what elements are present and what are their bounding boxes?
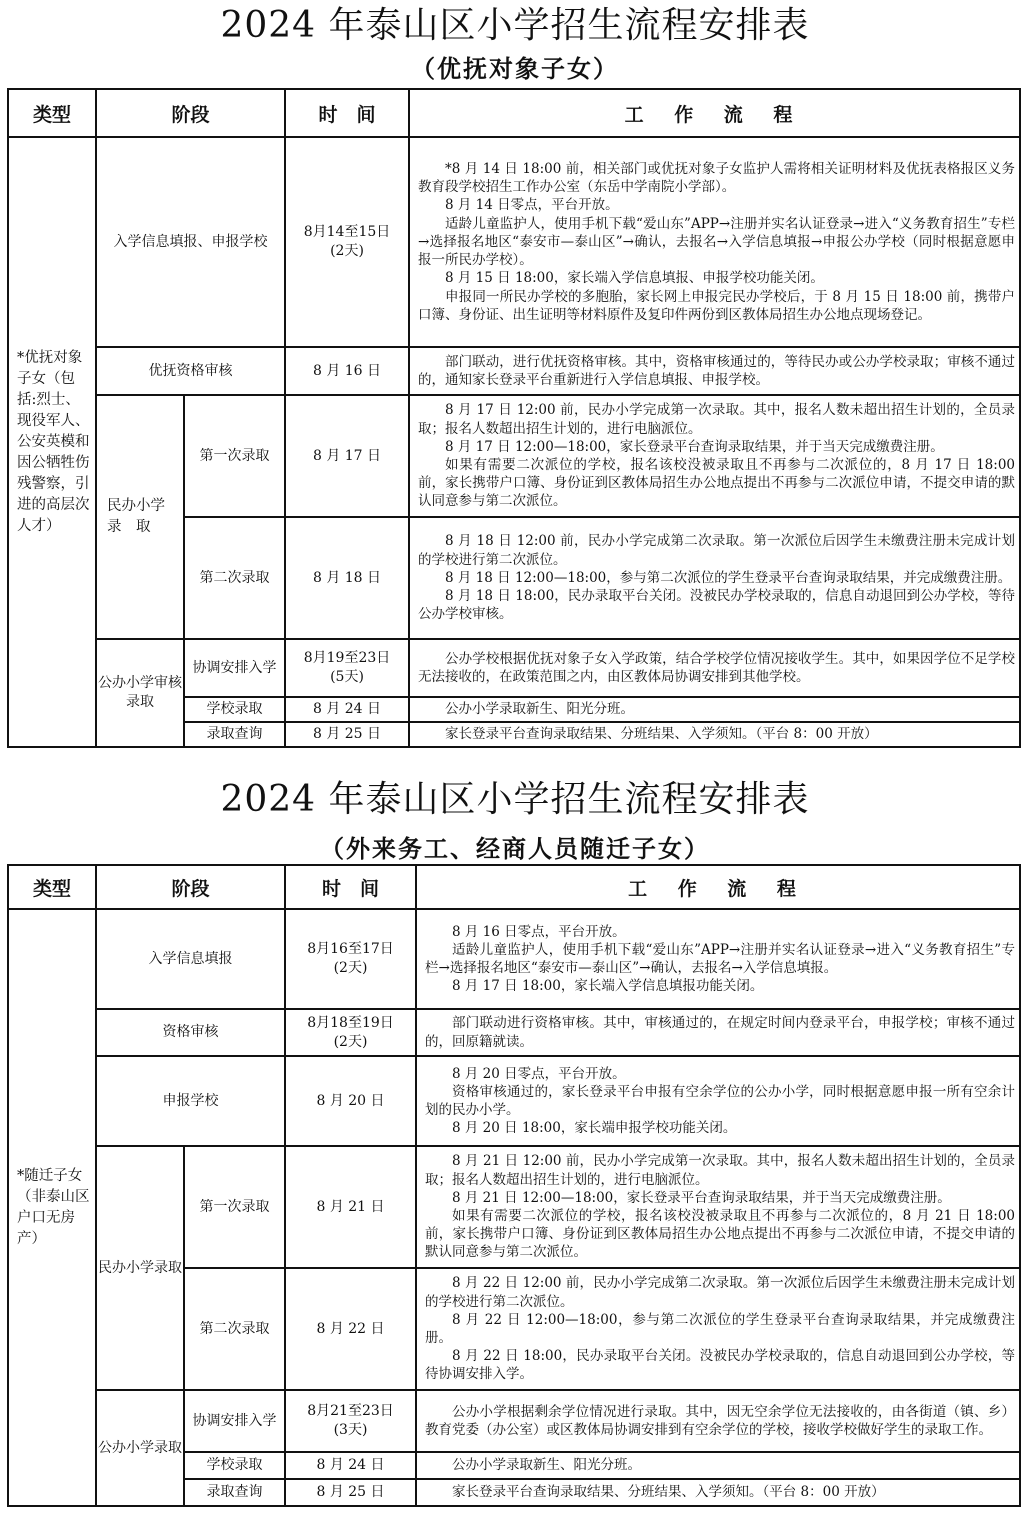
flow-cell: 公办小学录取新生、阳光分班。 — [416, 1452, 1020, 1479]
header-stage: 阶段 — [96, 865, 285, 909]
table-row — [8, 137, 1020, 347]
time-cell: 8 月 17 日 — [285, 395, 409, 517]
flow-cell: 部门联动进行资格审核。其中，审核通过的，在规定时间内登录平台，申报学校；审核不通过的，回原籍就读。 — [416, 1009, 1020, 1056]
flow-cell: 公办学校根据优抚对象子女入学政策，结合学校学位情况接收学生。其中，如果因学位不足学校无法接收的，在政策范围之内，由区教体局协调安排到其他学校。 — [409, 639, 1020, 697]
header-time: 时 间 — [285, 89, 409, 137]
stage-cell: 第二次录取 — [184, 1268, 285, 1390]
table-row — [8, 909, 1020, 1009]
stage-cell: 录取查询 — [184, 1479, 285, 1506]
table1-title: 2024 年泰山区小学招生流程安排表 — [220, 5, 810, 46]
table2-subtitle: （外来务工、经商人员随迁子女） — [320, 834, 710, 863]
stage-cell: 协调安排入学 — [184, 1390, 285, 1452]
time-cell: 8月19至23日 (5天) — [285, 639, 409, 697]
table2-title: 2024 年泰山区小学招生流程安排表 — [220, 779, 810, 820]
table-row — [8, 1390, 1020, 1452]
time-cell: 8 月 16 日 — [285, 347, 409, 395]
table1-subtitle: （优抚对象子女） — [411, 54, 619, 83]
stage-cell: 第一次录取 — [184, 395, 285, 517]
header-type: 类型 — [8, 89, 96, 137]
time-cell: 8 月 20 日 — [285, 1056, 416, 1146]
group-cell: 公办小学审核录取 — [96, 639, 184, 747]
flow-cell: 公办小学录取新生、阳光分班。 — [409, 697, 1020, 722]
table2-header-row — [8, 865, 1020, 909]
header-stage: 阶段 — [96, 89, 285, 137]
stage-cell: 录取查询 — [184, 722, 285, 747]
time-cell: 8 月 25 日 — [285, 722, 409, 747]
header-type: 类型 — [8, 865, 96, 909]
type-cell: *优抚对象子女（包括:烈士、现役军人、公安英模和因公牺牲伤残警察，引进的高层次人才） — [8, 137, 96, 747]
table-row — [8, 639, 1020, 697]
time-cell: 8 月 22 日 — [285, 1268, 416, 1390]
header-flow: 工 作 流 程 — [416, 865, 1020, 909]
time-cell: 8月16至17日 (2天) — [285, 909, 416, 1009]
stage-cell: 申报学校 — [96, 1056, 285, 1146]
stage-cell: 第一次录取 — [184, 1146, 285, 1268]
header-time: 时 间 — [285, 865, 416, 909]
type-cell: *随迁子女（非泰山区户口无房产） — [8, 909, 96, 1506]
time-cell: 8 月 25 日 — [285, 1479, 416, 1506]
flow-cell: 家长登录平台查询录取结果、分班结果、入学须知。（平台 8：00 开放） — [409, 722, 1020, 747]
table-row — [8, 395, 1020, 517]
stage-cell: 入学信息填报、申报学校 — [96, 137, 285, 347]
table1-header-row — [8, 89, 1020, 137]
flow-cell: 8 月 20 日零点，平台开放。 资格审核通过的，家长登录平台申报有空余学位的公办小学，同时根据意愿申报一所有空余计划的民办小学。 8 月 20 日 18:00，家长端申报学校功能关闭。 — [416, 1056, 1020, 1146]
time-cell: 8 月 24 日 — [285, 1452, 416, 1479]
flow-cell: 8 月 18 日 12:00 前，民办小学完成第二次录取。第一次派位后因学生未缴费注册未完成计划的学校进行第二次派位。 8 月 18 日 12:00—18:00，参与第二次派位的学生登录平台查询录取结果，并完成缴费注册。 8 月 18 日 18:00，民办录取平台关闭。没被民办学校录取的，信息自动退回到公办学校，等待公办学校审核。 — [409, 517, 1020, 639]
time-cell: 8 月 18 日 — [285, 517, 409, 639]
flow-cell: *8 月 14 日 18:00 前，相关部门或优抚对象子女监护人需将相关证明材料及优抚表格报区义务教育段学校招生工作办公室（东岳中学南院小学部）。 8 月 14 日零点，平台开放。 适龄儿童监护人，使用手机下载“爱山东”APP→注册并实名认证登录→进入“义务教育招生”专栏→选择报名地区“泰安市—泰山区”→确认，去报名→入学信息填报→申报公办学校（同时根据意愿申报一所民办学校）。 8 月 15 日 18:00，家长端入学信息填报、申报学校功能关闭。 申报同一所民办学校的多胞胎，家长网上申报完民办学校后，于 8 月 15 日 18:00 前，携带户口簿、身份证、出生证明等材料原件及复印件两份到区教体局招生办公地点现场登记。 — [409, 137, 1020, 347]
table1 — [7, 88, 1021, 748]
stage-cell: 优抚资格审核 — [96, 347, 285, 395]
time-cell: 8月21至23日 (3天) — [285, 1390, 416, 1452]
stage-cell: 资格审核 — [96, 1009, 285, 1056]
flow-cell: 部门联动，进行优抚资格审核。其中，资格审核通过的，等待民办或公办学校录取；审核不通过的，通知家长登录平台重新进行入学信息填报、申报学校。 — [409, 347, 1020, 395]
stage-cell: 入学信息填报 — [96, 909, 285, 1009]
flow-cell: 家长登录平台查询录取结果、分班结果、入学须知。（平台 8：00 开放） — [416, 1479, 1020, 1506]
time-cell: 8月18至19日 (2天) — [285, 1009, 416, 1056]
group-cell: 公办小学录取 — [96, 1390, 184, 1506]
flow-cell: 公办小学根据剩余学位情况进行录取。其中，因无空余学位无法接收的，由各街道（镇、乡）教育党委（办公室）或区教体局协调安排到有空余学位的学校，接收学校做好学生的录取工作。 — [416, 1390, 1020, 1452]
table-row — [8, 1009, 1020, 1056]
time-cell: 8 月 24 日 — [285, 697, 409, 722]
stage-cell: 学校录取 — [184, 1452, 285, 1479]
time-cell: 8月14至15日 (2天) — [285, 137, 409, 347]
time-cell: 8 月 21 日 — [285, 1146, 416, 1268]
table-row — [8, 1056, 1020, 1146]
table-row — [8, 1146, 1020, 1268]
header-flow: 工 作 流 程 — [409, 89, 1020, 137]
table2 — [7, 864, 1021, 1507]
group-cell: 民办小学 录 取 — [96, 395, 184, 639]
group-cell: 民办小学录取 — [96, 1146, 184, 1390]
flow-cell: 8 月 22 日 12:00 前，民办小学完成第二次录取。第一次派位后因学生未缴费注册未完成计划的学校进行第二次派位。 8 月 22 日 12:00—18:00，参与第二次派位的学生登录平台查询录取结果，并完成缴费注册。 8 月 22 日 18:00，民办录取平台关闭。没被民办学校录取的，信息自动退回到公办学校，等待协调安排入学。 — [416, 1268, 1020, 1390]
stage-cell: 协调安排入学 — [184, 639, 285, 697]
flow-cell: 8 月 21 日 12:00 前，民办小学完成第一次录取。其中，报名人数未超出招生计划的，全员录取；报名人数超出招生计划的，进行电脑派位。 8 月 21 日 12:00—18:00，家长登录平台查询录取结果，并于当天完成缴费注册。 如果有需要二次派位的学校，报名该校没被录取且不再参与二次派位的，8 月 21 日 18:00 前，家长携带户口簿、身份证到区教体局招生办公地点提出不再参与二次派位申请，不提交申请的默认同意参与第二次派位。 — [416, 1146, 1020, 1268]
table-row — [8, 347, 1020, 395]
stage-cell: 第二次录取 — [184, 517, 285, 639]
flow-cell: 8 月 17 日 12:00 前，民办小学完成第一次录取。其中，报名人数未超出招生计划的，全员录取；报名人数超出招生计划的，进行电脑派位。 8 月 17 日 12:00—18:00，家长登录平台查询录取结果，并于当天完成缴费注册。 如果有需要二次派位的学校，报名该校没被录取且不再参与二次派位的，8 月 17 日 18:00 前，家长携带户口簿、身份证到区教体局招生办公地点提出不再参与二次派位申请，不提交申请的默认同意参与第二次派位。 — [409, 395, 1020, 517]
stage-cell: 学校录取 — [184, 697, 285, 722]
flow-cell: 8 月 16 日零点，平台开放。 适龄儿童监护人，使用手机下载“爱山东”APP→注册并实名认证登录→进入“义务教育招生”专栏→选择报名地区“泰安市—泰山区”→确认，去报名→入学信息填报。 8 月 17 日 18:00，家长端入学信息填报功能关闭。 — [416, 909, 1020, 1009]
